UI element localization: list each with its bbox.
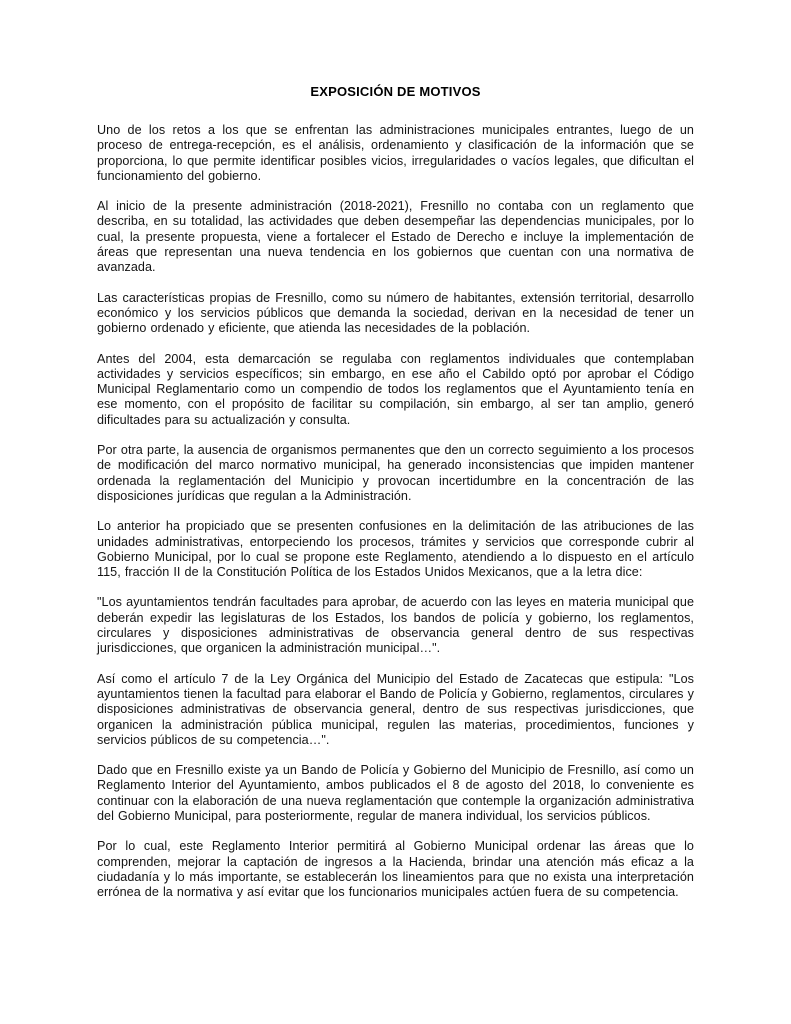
- paragraph-quote: "Los ayuntamientos tendrán facultades para aprobar, de acuerdo con las leyes en materia municipal que deberán expedir las legislaturas de los Estados, los bandos de policía y gobierno, los reglamentos, circulares y disposiciones administrativas de observancia general dentro de sus respectivas jurisdicciones, que organicen la administración municipal…".: [97, 595, 694, 656]
- paragraph: Por lo cual, este Reglamento Interior permitirá al Gobierno Municipal ordenar las áreas que lo comprenden, mejorar la captación de ingresos a la Hacienda, brindar una atención más eficaz a la ciudadanía y lo más importante, se establecerán los lineamientos para que no exista una interpretación errónea de la normativa y así evitar que los funcionarios municipales actúen fuera de su competencia.: [97, 839, 694, 900]
- paragraph: Al inicio de la presente administración (2018-2021), Fresnillo no contaba con un reglamento que describa, en su totalidad, las actividades que deben desempeñar las dependencias municipales, por lo cual, la presente propuesta, viene a fortalecer el Estado de Derecho e incluye la implementación de áreas que representan una nueva tendencia en los gobiernos que cuentan con una normativa de avanzada.: [97, 199, 694, 275]
- paragraph: Uno de los retos a los que se enfrentan las administraciones municipales entrantes, luego de un proceso de entrega-recepción, es el análisis, ordenamiento y clasificación de la información que se proporciona, lo que permite identificar posibles vicios, irregularidades o vacíos legales, que dificultan el funcionamiento del gobierno.: [97, 123, 694, 183]
- paragraph: Por otra parte, la ausencia de organismos permanentes que den un correcto seguimiento a los procesos de modificación del marco normativo municipal, ha generado inconsistencias que impiden mantener ordenada la reglamentación del Municipio y provocan incertidumbre en la concentración de las disposiciones jurídicas que regulan a la Administración.: [97, 443, 694, 503]
- paragraph-quote: Así como el artículo 7 de la Ley Orgánica del Municipio del Estado de Zacatecas que estipula: "Los ayuntamientos tienen la facultad para elaborar el Bando de Policía y Gobierno, reglamentos, circulares y disposiciones administrativas de observancia general, dentro de sus respectivas jurisdicciones, que organicen la administración pública municipal, regulen las materias, procedimientos, funciones y servicios públicos de su competencia…".: [97, 671, 694, 747]
- paragraph: Las características propias de Fresnillo, como su número de habitantes, extensión territorial, desarrollo económico y los servicios públicos que demanda la sociedad, derivan en la necesidad de tener un gobierno ordenado y eficiente, que atienda las necesidades de la población.: [97, 290, 694, 336]
- paragraph: Antes del 2004, esta demarcación se regulaba con reglamentos individuales que contemplaban actividades y servicios específicos; sin embargo, en ese año el Cabildo optó por aprobar el Código Municipal Reglamentario como un compendio de todos los reglamentos que el Ayuntamiento tenía en ese momento, con el propósito de facilitar su compilación, sin embargo, al ser tan amplio, generó dificultades para su actualización y consulta.: [97, 351, 694, 427]
- paragraph: Dado que en Fresnillo existe ya un Bando de Policía y Gobierno del Municipio de Fresnillo, así como un Reglamento Interior del Ayuntamiento, ambos publicados el 8 de agosto del 2018, lo conveniente es continuar con la elaboración de una nueva reglamentación que contemple la organización administrativa del Gobierno Municipal, para posteriormente, regular de manera individual, los servicios públicos.: [97, 763, 694, 823]
- page-title: EXPOSICIÓN DE MOTIVOS: [310, 84, 481, 99]
- paragraph: Lo anterior ha propiciado que se presenten confusiones en la delimitación de las atribuciones de las unidades administrativas, entorpeciendo los procesos, trámites y servicios que corresponde cubrir al Gobierno Municipal, por lo cual se propone este Reglamento, atendiendo a lo dispuesto en el artículo 115, fracción II de la Constitución Política de los Estados Unidos Mexicanos, que a la letra dice:: [97, 519, 694, 580]
